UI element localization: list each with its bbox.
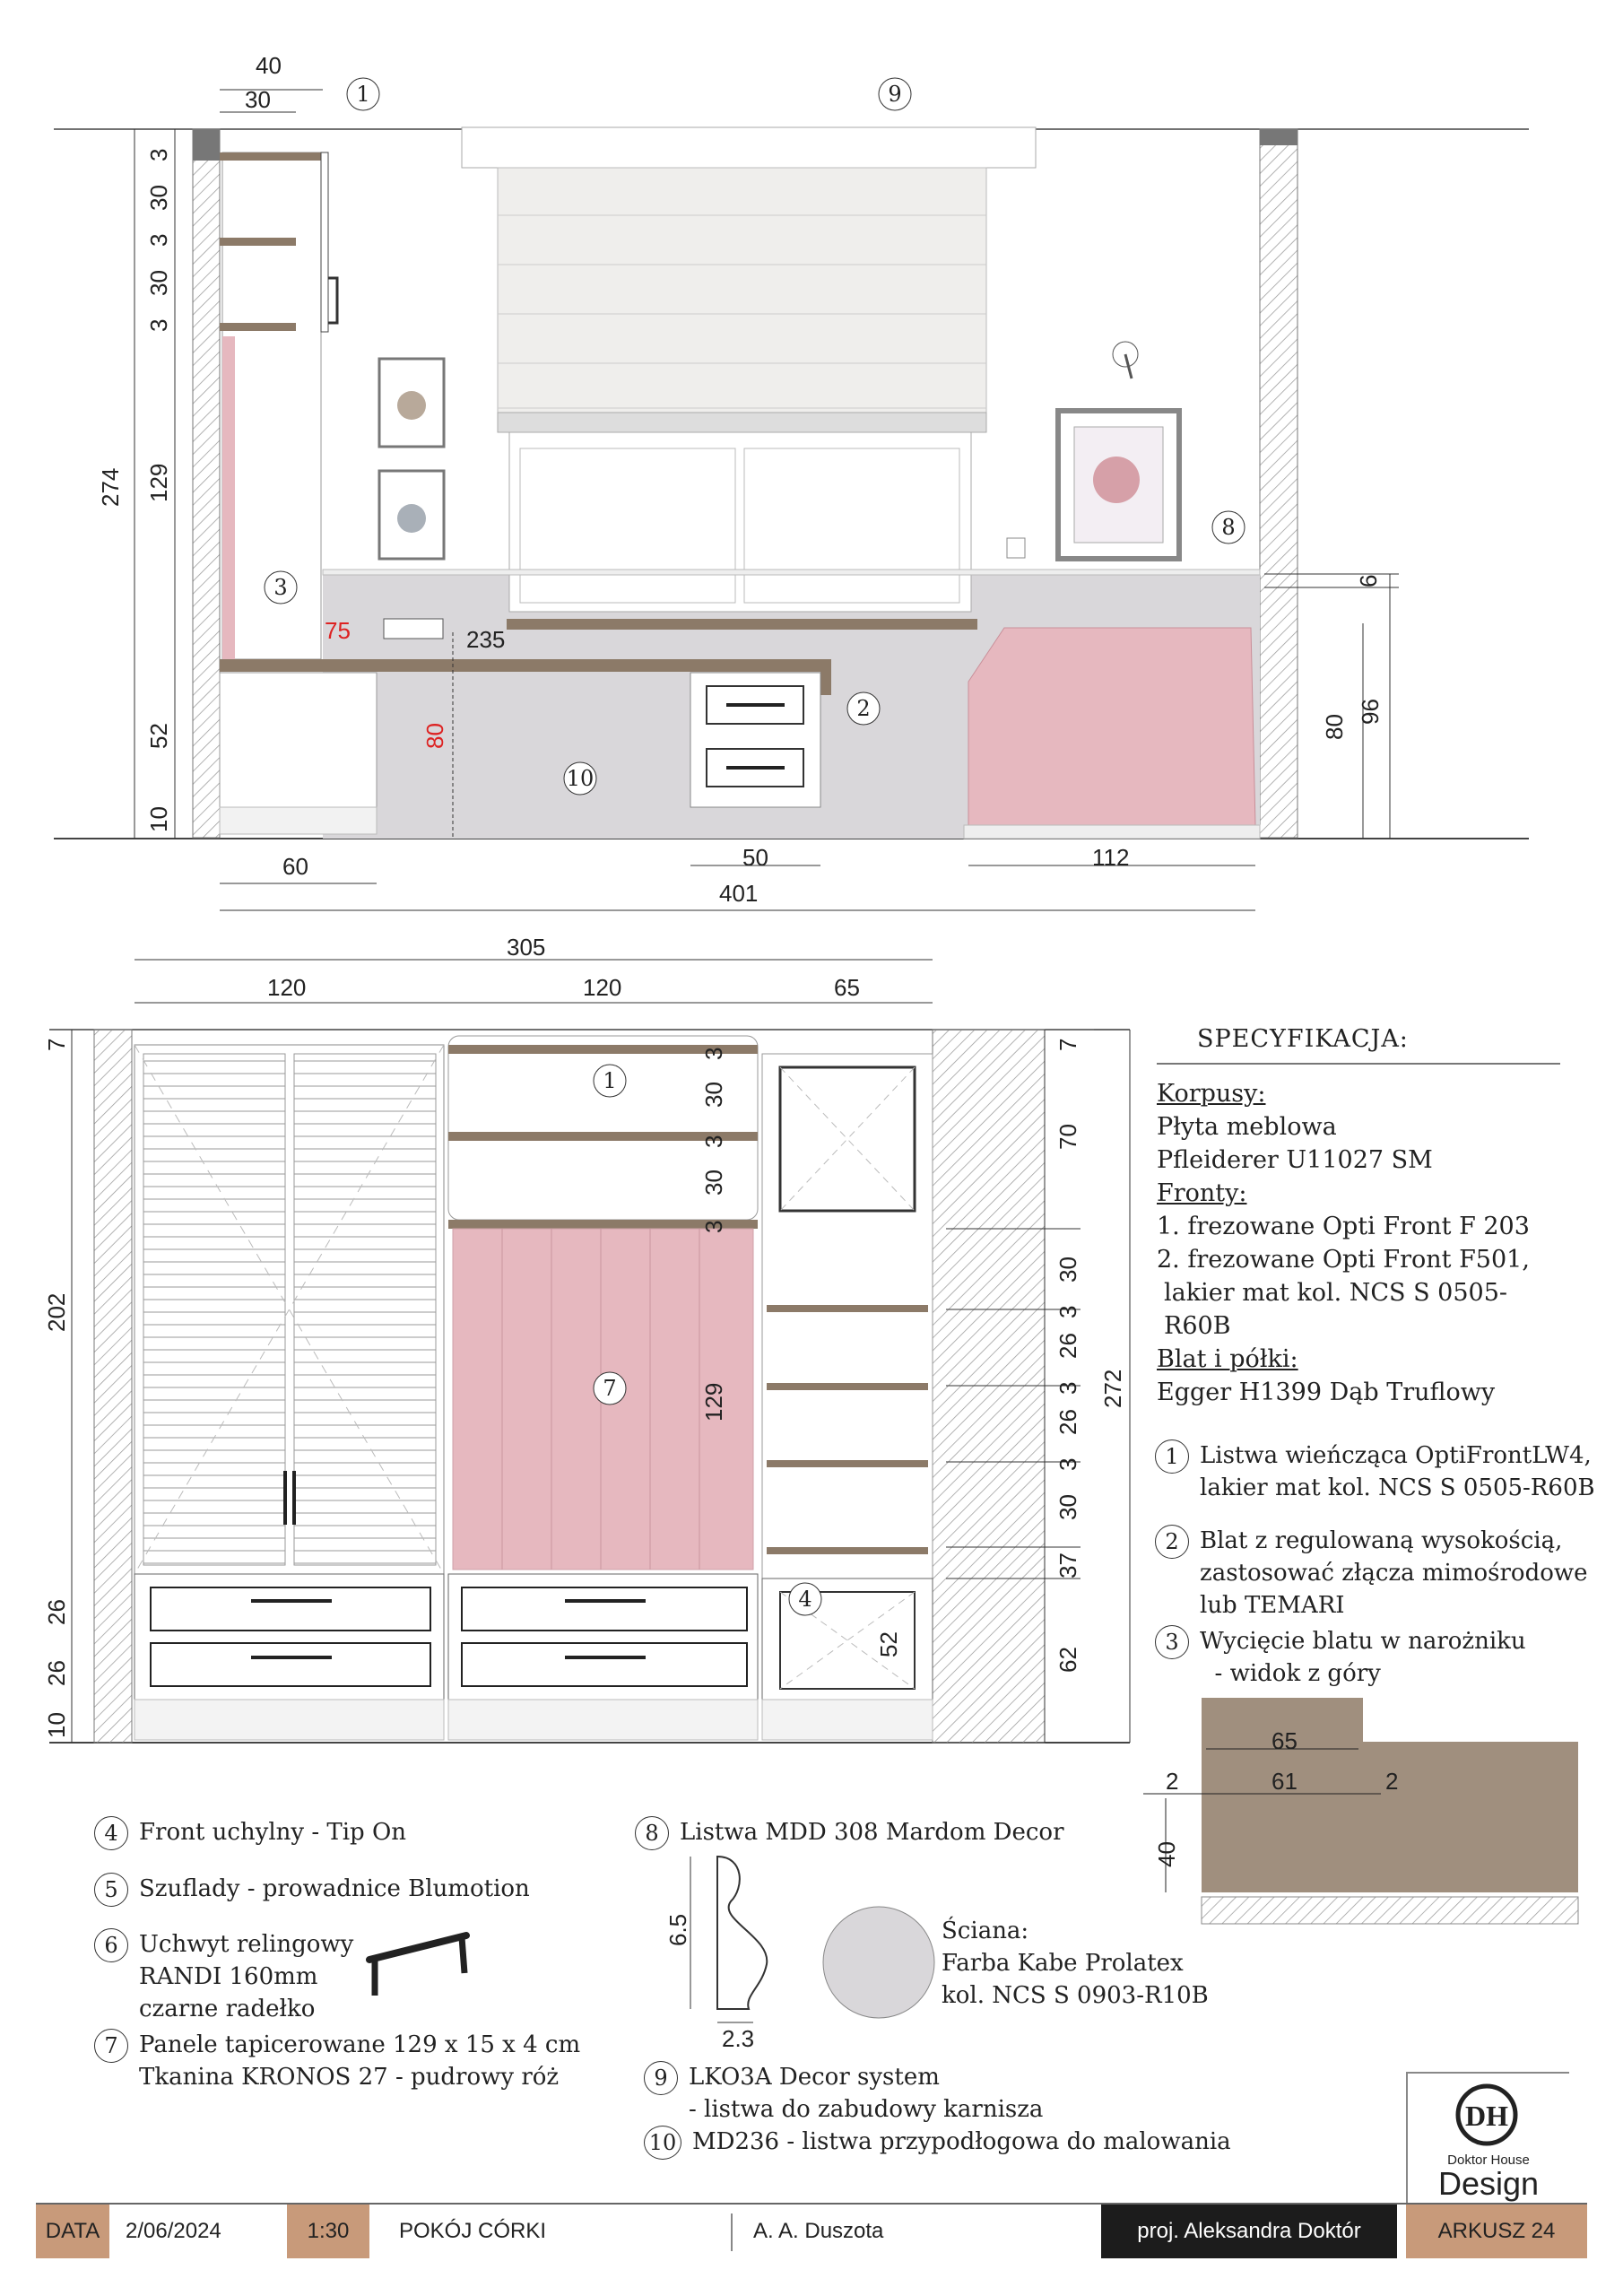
note-5: 5 Szuflady - prowadnice Blumotion <box>94 1873 530 1907</box>
wall-paint-swatch <box>823 1907 934 2018</box>
dim-r-30b: 30 <box>1055 1494 1081 1520</box>
dim-r-3a: 3 <box>1055 1305 1081 1318</box>
dim-right-80: 80 <box>1321 714 1348 740</box>
note-6: 6 Uchwyt relingowy RANDI 160mm czarne radełko <box>94 1928 353 2025</box>
callout-10: 10 <box>566 766 595 791</box>
callout-1-top: 1 <box>356 82 370 107</box>
footer-author: A. A. Duszota <box>753 2219 884 2243</box>
corner-dim-2b: 2 <box>1385 1768 1399 1795</box>
spec-fronty-3: lakier mat kol. NCS S 0505-R60B <box>1164 1279 1508 1340</box>
pink-bench <box>968 628 1255 825</box>
dim-r-70: 70 <box>1055 1124 1081 1150</box>
dim-mid-30b: 30 <box>700 1170 727 1196</box>
note-1: 1 Listwa wieńcząca OptiFrontLW4, lakier mat kol. NCS S 0505-R60B <box>1155 1439 1595 1504</box>
specification <box>1157 1022 1560 1409</box>
callout-7: 7 <box>603 1376 617 1401</box>
footer-date: 2/06/2024 <box>126 2219 221 2243</box>
elevation-bottom <box>49 960 1130 1743</box>
dim-top-30: 30 <box>245 86 271 113</box>
corner-dim-40: 40 <box>1153 1841 1180 1867</box>
dim-left-3b: 3 <box>145 233 172 247</box>
logo-line2: Design <box>1437 2165 1540 2202</box>
dim-left-30b: 30 <box>145 270 172 296</box>
wall-left-top <box>193 129 220 838</box>
dim-right-6: 6 <box>1355 574 1382 587</box>
dim-left-129: 129 <box>145 463 172 502</box>
dim-mid-30a: 30 <box>700 1082 727 1108</box>
dim-b-left-26b: 26 <box>43 1660 70 1686</box>
note-9: 9 LKO3A Decor system - listwa do zabudowy karnisza <box>644 2061 1043 2126</box>
footer-scale: 1:30 <box>287 2205 369 2258</box>
dim-bottom-112: 112 <box>1092 844 1130 871</box>
dim-top-40: 40 <box>256 52 282 79</box>
callout-2: 2 <box>856 696 871 721</box>
dim-r-26b: 26 <box>1055 1409 1081 1435</box>
dim-305: 305 <box>507 934 546 961</box>
spec-fronty-label: Fronty: <box>1157 1179 1247 1207</box>
dim-b-left-7: 7 <box>43 1038 70 1051</box>
dim-129-bottom: 129 <box>700 1382 727 1422</box>
roman-blind <box>498 168 986 428</box>
spec-korpusy-2: Pfleiderer U11027 SM <box>1157 1146 1433 1174</box>
svg-text:DH: DH <box>1465 2100 1508 2132</box>
dim-52-bottom: 52 <box>875 1631 902 1657</box>
spec-title: SPECYFIKACJA: <box>1157 1022 1560 1065</box>
dim-r-62: 62 <box>1055 1647 1081 1673</box>
dim-left-10: 10 <box>145 806 172 832</box>
spec-korpusy-label: Korpusy: <box>1157 1080 1266 1108</box>
logo-line1: Doktor House <box>1447 2152 1530 2168</box>
callout-8: 8 <box>1221 515 1236 540</box>
spec-fronty-2: 2. frezowane Opti Front F501, <box>1157 1246 1530 1274</box>
title-block <box>36 2203 1587 2258</box>
callout-4: 4 <box>798 1587 812 1612</box>
dim-bottom-60: 60 <box>282 853 308 880</box>
dim-235: 235 <box>466 626 506 653</box>
wall-lamp-icon <box>1113 342 1138 378</box>
note-2: 2 Blat z regulowaną wysokością, zastosować złącza mimośrodowe lub TEMARI <box>1155 1525 1588 1622</box>
callout-1-bottom: 1 <box>603 1068 617 1093</box>
note-7: 7 Panele tapicerowane 129 x 15 x 4 cm Tkanina KRONOS 27 - pudrowy róż <box>94 2029 580 2093</box>
spec-blat-label: Blat i półki: <box>1157 1345 1298 1373</box>
rail-handle-icon <box>369 1935 466 1996</box>
corner-dim-2a: 2 <box>1166 1768 1179 1795</box>
dim-r-37: 37 <box>1055 1552 1081 1578</box>
callout-9: 9 <box>888 82 902 107</box>
dim-b-left-202: 202 <box>43 1292 70 1332</box>
corner-cut-detail <box>1143 1698 1578 1924</box>
dim-b-left-26a: 26 <box>43 1599 70 1625</box>
wall-spec: Ściana: Farba Kabe Prolatex kol. NCS S 0903-R10B <box>942 1918 1209 2009</box>
spec-blat-1: Egger H1399 Dąb Truflowy <box>1157 1378 1496 1406</box>
dim-120a: 120 <box>267 974 307 1001</box>
note-4: 4 Front uchylny - Tip On <box>94 1816 406 1850</box>
dim-mid-3b: 3 <box>700 1135 727 1148</box>
dim-b-left-10: 10 <box>43 1712 70 1738</box>
elevation-top <box>54 90 1529 910</box>
footer-designer: proj. Aleksandra Doktór <box>1101 2205 1397 2258</box>
dim-65: 65 <box>834 974 860 1001</box>
dim-r-26a: 26 <box>1055 1333 1081 1359</box>
note-3: 3 Wycięcie blatu w narożniku - widok z góry <box>1155 1625 1526 1690</box>
dim-bottom-50: 50 <box>742 844 768 871</box>
dim-total-274: 274 <box>97 467 124 507</box>
dim-left-3a: 3 <box>145 148 172 161</box>
dim-r-3c: 3 <box>1055 1457 1081 1471</box>
wall-right-top <box>1260 129 1298 838</box>
spec-korpusy-1: Płyta meblowa <box>1157 1113 1337 1141</box>
dim-r-30a: 30 <box>1055 1257 1081 1283</box>
desk-top <box>220 659 825 672</box>
dim-right-96: 96 <box>1357 699 1384 725</box>
corner-dim-61: 61 <box>1271 1768 1298 1795</box>
dim-left-3c: 3 <box>145 318 172 332</box>
note-10: 10 MD236 - listwa przypodłogowa do malowania <box>644 2126 1231 2160</box>
corner-dim-65: 65 <box>1271 1727 1298 1754</box>
moulding-dim-w: 2.3 <box>722 2025 755 2052</box>
logo <box>1406 2072 1569 2204</box>
dim-272: 272 <box>1099 1369 1126 1408</box>
dim-r-7: 7 <box>1055 1038 1081 1051</box>
dim-red-75: 75 <box>325 617 351 644</box>
callout-3-top: 3 <box>273 575 288 600</box>
dim-mid-3a: 3 <box>700 1047 727 1060</box>
wall-left-bottom <box>94 1030 132 1743</box>
footer-room: POKÓJ CÓRKI <box>399 2219 547 2243</box>
socket-strip <box>384 619 443 639</box>
dim-bottom-401: 401 <box>719 880 759 907</box>
dim-left-52: 52 <box>145 723 172 749</box>
spec-fronty-1: 1. frezowane Opti Front F 203 <box>1157 1213 1530 1240</box>
footer-sheet: ARKUSZ 24 <box>1406 2205 1587 2258</box>
footer-data-label: DATA <box>36 2205 109 2258</box>
moulding-dim-h: 6.5 <box>664 1913 691 1946</box>
dim-mid-3c: 3 <box>700 1220 727 1233</box>
dim-left-30a: 30 <box>145 185 172 211</box>
moulding-profile-icon <box>690 1857 767 2022</box>
dim-red-80: 80 <box>421 723 448 749</box>
note-8: 8 Listwa MDD 308 Mardom Decor <box>635 1816 1064 1850</box>
dim-120b: 120 <box>583 974 622 1001</box>
cornice-box <box>462 127 1036 168</box>
dim-r-3b: 3 <box>1055 1381 1081 1395</box>
